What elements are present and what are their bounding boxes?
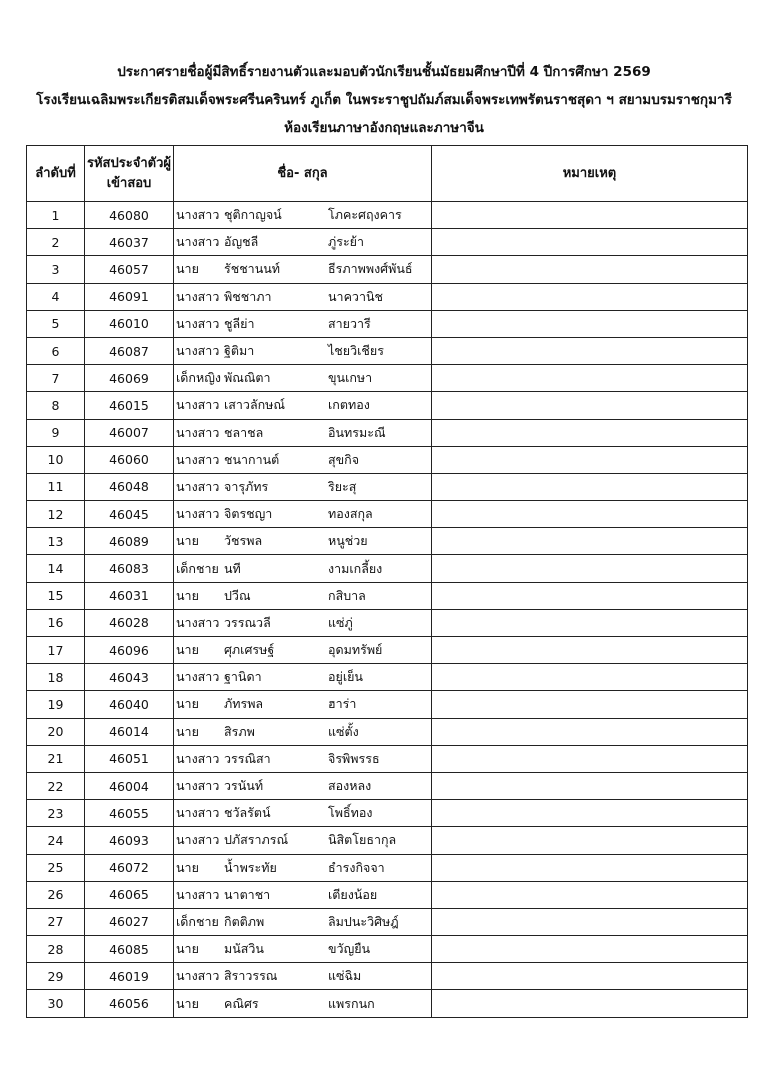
- table-row: [27, 446, 748, 473]
- row-number: 27: [27, 908, 85, 935]
- name-prefix: นาย: [176, 696, 199, 712]
- remark-cell: [432, 337, 748, 364]
- row-number: 29: [27, 963, 85, 990]
- name-prefix: นางสาว: [176, 315, 220, 331]
- student-name: [174, 419, 432, 446]
- student-name: [174, 310, 432, 337]
- first-name: จารุภัทร: [224, 478, 269, 494]
- exam-code: 46028: [85, 609, 174, 636]
- table-row: [27, 473, 748, 500]
- exam-code: 46043: [85, 664, 174, 691]
- name-prefix: นางสาว: [176, 288, 220, 304]
- student-name: [174, 229, 432, 256]
- last-name: นิสิตโยธากุล: [328, 832, 397, 848]
- name-prefix: นาย: [176, 261, 199, 277]
- first-name: วัชรพล: [224, 533, 263, 549]
- table-row: [27, 772, 748, 799]
- row-number: 17: [27, 637, 85, 664]
- exam-code: 46004: [85, 772, 174, 799]
- exam-code: 46048: [85, 473, 174, 500]
- row-number: 28: [27, 936, 85, 963]
- first-name: พัณณิตา: [224, 370, 271, 386]
- student-name: [174, 881, 432, 908]
- first-name: ชนากานต์: [224, 451, 280, 467]
- remark-cell: [432, 501, 748, 528]
- row-number: 8: [27, 392, 85, 419]
- table-row: [27, 283, 748, 310]
- last-name: แพรกนก: [328, 995, 375, 1011]
- row-number: 22: [27, 772, 85, 799]
- last-name: อยู่เย็น: [328, 669, 363, 685]
- row-number: 14: [27, 555, 85, 582]
- row-number: 24: [27, 827, 85, 854]
- remark-cell: [432, 827, 748, 854]
- first-name: อัญชลี: [224, 234, 259, 250]
- row-number: 13: [27, 528, 85, 555]
- last-name: ธำรงกิจจา: [328, 859, 385, 875]
- name-prefix: นาย: [176, 995, 199, 1011]
- first-name: ปภัสราภรณ์: [224, 832, 289, 848]
- first-name: สิรภพ: [224, 723, 255, 739]
- last-name: อินทรมะณี: [328, 424, 386, 440]
- last-name: สุขกิจ: [328, 451, 360, 467]
- name-prefix: นาย: [176, 642, 199, 658]
- student-name: [174, 990, 432, 1017]
- name-prefix: นางสาว: [176, 778, 220, 794]
- table-row: [27, 664, 748, 691]
- student-name: [174, 691, 432, 718]
- remark-cell: [432, 772, 748, 799]
- row-number: 3: [27, 256, 85, 283]
- school-name: โรงเรียนเฉลิมพระเกียรติสมเด็จพระศรีนครินทร์ ภูเก็ต ในพระราชูปถัมภ์สมเด็จพระเทพรัตนราชสุดา ฯ สยามบรมราชกุมารี: [36, 92, 732, 108]
- student-name: [174, 963, 432, 990]
- exam-code: 46051: [85, 745, 174, 772]
- table-row: [27, 609, 748, 636]
- table-row: [27, 555, 748, 582]
- remark-cell: [432, 963, 748, 990]
- name-prefix: นางสาว: [176, 886, 220, 902]
- table-row: [27, 202, 748, 229]
- table-row: [27, 501, 748, 528]
- name-prefix: นางสาว: [176, 451, 220, 467]
- name-prefix: นางสาว: [176, 207, 220, 223]
- student-name: [174, 283, 432, 310]
- column-header-name: ชื่อ- สกุล: [174, 146, 432, 202]
- exam-code: 46087: [85, 337, 174, 364]
- first-name: ชุติกาญจน์: [224, 207, 282, 223]
- exam-code: 46085: [85, 936, 174, 963]
- student-name: [174, 446, 432, 473]
- name-prefix: นางสาว: [176, 968, 220, 984]
- last-name: เกตทอง: [328, 397, 370, 413]
- name-prefix: นาย: [176, 859, 199, 875]
- exam-code: 46055: [85, 800, 174, 827]
- last-name: ลิมปนะวิศิษฎ์: [328, 913, 399, 929]
- name-prefix: นาย: [176, 587, 199, 603]
- remark-cell: [432, 691, 748, 718]
- remark-cell: [432, 528, 748, 555]
- table-row: [27, 229, 748, 256]
- name-prefix: นางสาว: [176, 343, 220, 359]
- table-row: [27, 582, 748, 609]
- first-name: ชลาชล: [224, 424, 264, 440]
- first-name: ชวัลรัตน์: [224, 805, 271, 821]
- table-header-row: [27, 146, 748, 202]
- name-prefix: นางสาว: [176, 478, 220, 494]
- exam-code: 46056: [85, 990, 174, 1017]
- exam-code: 46007: [85, 419, 174, 446]
- row-number: 9: [27, 419, 85, 446]
- exam-code: 46080: [85, 202, 174, 229]
- first-name: ชูลีย่า: [224, 315, 255, 331]
- last-name: จิรพิพรรธ: [328, 750, 380, 766]
- student-name: [174, 936, 432, 963]
- student-name: [174, 609, 432, 636]
- remark-cell: [432, 990, 748, 1017]
- row-number: 23: [27, 800, 85, 827]
- remark-cell: [432, 473, 748, 500]
- column-header-code: [85, 146, 174, 202]
- last-name: เตียงน้อย: [328, 886, 378, 902]
- last-name: กสิบาล: [328, 587, 366, 603]
- student-name: [174, 392, 432, 419]
- name-prefix: นาย: [176, 723, 199, 739]
- last-name: หนูช่วย: [328, 533, 368, 549]
- student-name: [174, 827, 432, 854]
- remark-cell: [432, 582, 748, 609]
- remark-cell: [432, 908, 748, 935]
- row-number: 30: [27, 990, 85, 1017]
- student-name: [174, 528, 432, 555]
- exam-code: 46037: [85, 229, 174, 256]
- column-header-remark: หมายเหตุ: [432, 146, 748, 202]
- student-name: [174, 664, 432, 691]
- student-name: [174, 202, 432, 229]
- first-name: นที: [224, 560, 241, 576]
- student-name: [174, 365, 432, 392]
- first-name: ศุภเศรษฐ์: [224, 642, 275, 658]
- student-roster-table: [26, 145, 748, 1018]
- first-name: เสาวลักษณ์: [224, 397, 286, 413]
- student-name: [174, 473, 432, 500]
- column-header-no: ลำดับที่: [27, 146, 85, 202]
- row-number: 7: [27, 365, 85, 392]
- exam-code: 46083: [85, 555, 174, 582]
- table-row: [27, 337, 748, 364]
- last-name: ขวัญยืน: [328, 941, 371, 957]
- first-name: วรรณิสา: [224, 750, 271, 766]
- row-number: 2: [27, 229, 85, 256]
- first-name: น้ำพระทัย: [224, 859, 277, 875]
- name-prefix: เด็กหญิง: [176, 370, 221, 386]
- first-name: วรนันท์: [224, 778, 264, 794]
- remark-cell: [432, 229, 748, 256]
- first-name: ปวีณ: [224, 587, 251, 603]
- name-prefix: นางสาว: [176, 614, 220, 630]
- last-name: แซ่ภู่: [328, 614, 353, 630]
- exam-code: 46060: [85, 446, 174, 473]
- row-number: 26: [27, 881, 85, 908]
- row-number: 1: [27, 202, 85, 229]
- remark-cell: [432, 664, 748, 691]
- exam-code: 46019: [85, 963, 174, 990]
- name-prefix: นางสาว: [176, 832, 220, 848]
- row-number: 21: [27, 745, 85, 772]
- row-number: 11: [27, 473, 85, 500]
- exam-code: 46031: [85, 582, 174, 609]
- table-row: [27, 963, 748, 990]
- exam-code: 46040: [85, 691, 174, 718]
- row-number: 12: [27, 501, 85, 528]
- table-row: [27, 908, 748, 935]
- student-name: [174, 337, 432, 364]
- remark-cell: [432, 800, 748, 827]
- row-number: 6: [27, 337, 85, 364]
- first-name: สิราวรรณ: [224, 968, 278, 984]
- last-name: ริยะสุ: [328, 478, 357, 494]
- remark-cell: [432, 256, 748, 283]
- table-row: [27, 745, 748, 772]
- table-row: [27, 392, 748, 419]
- student-name: [174, 800, 432, 827]
- table-row: [27, 881, 748, 908]
- table-row: [27, 718, 748, 745]
- program-name: ห้องเรียนภาษาอังกฤษและภาษาจีน: [284, 120, 484, 136]
- row-number: 15: [27, 582, 85, 609]
- exam-code: 46057: [85, 256, 174, 283]
- first-name: ฐานิดา: [224, 669, 262, 685]
- name-prefix: นางสาว: [176, 397, 220, 413]
- first-name: พิชชาภา: [224, 288, 272, 304]
- student-name: [174, 555, 432, 582]
- last-name: โพธิ์ทอง: [328, 805, 373, 821]
- remark-cell: [432, 365, 748, 392]
- column-header-code-line1: รหัสประจำตัวผู้: [87, 155, 171, 171]
- first-name: กิตติภพ: [224, 913, 265, 929]
- first-name: ฐิติมา: [224, 343, 255, 359]
- student-name: [174, 637, 432, 664]
- name-prefix: นาย: [176, 533, 199, 549]
- last-name: ทองสกุล: [328, 506, 373, 522]
- last-name: ไชยวิเชียร: [328, 343, 384, 359]
- student-name: [174, 582, 432, 609]
- name-prefix: นางสาว: [176, 669, 220, 685]
- first-name: รัชชานนท์: [224, 261, 281, 277]
- name-prefix: นาย: [176, 941, 199, 957]
- row-number: 5: [27, 310, 85, 337]
- student-name: [174, 772, 432, 799]
- remark-cell: [432, 854, 748, 881]
- announcement-title: ประกาศรายชื่อผู้มีสิทธิ์รายงานตัวและมอบตัวนักเรียนชั้นมัธยมศึกษาปีที่ 4 ปีการศึกษา 2569: [117, 64, 651, 80]
- row-number: 19: [27, 691, 85, 718]
- row-number: 20: [27, 718, 85, 745]
- remark-cell: [432, 202, 748, 229]
- table-row: [27, 310, 748, 337]
- table-row: [27, 419, 748, 446]
- student-name: [174, 501, 432, 528]
- first-name: นาตาชา: [224, 886, 271, 902]
- name-prefix: นางสาว: [176, 805, 220, 821]
- exam-code: 46093: [85, 827, 174, 854]
- last-name: ฮาร่า: [328, 696, 357, 712]
- table-row: [27, 256, 748, 283]
- table-row: [27, 854, 748, 881]
- table-row: [27, 365, 748, 392]
- row-number: 10: [27, 446, 85, 473]
- exam-code: 46065: [85, 881, 174, 908]
- exam-code: 46096: [85, 637, 174, 664]
- last-name: ภู่ระย้า: [328, 234, 365, 250]
- exam-code: 46045: [85, 501, 174, 528]
- row-number: 4: [27, 283, 85, 310]
- student-name: [174, 718, 432, 745]
- row-number: 18: [27, 664, 85, 691]
- remark-cell: [432, 283, 748, 310]
- first-name: จิตรชญา: [224, 506, 273, 522]
- name-prefix: เด็กชาย: [176, 560, 219, 576]
- exam-code: 46014: [85, 718, 174, 745]
- remark-cell: [432, 310, 748, 337]
- document-header: [0, 58, 768, 142]
- remark-cell: [432, 446, 748, 473]
- first-name: วรรณวลี: [224, 614, 271, 630]
- exam-code: 46072: [85, 854, 174, 881]
- exam-code: 46010: [85, 310, 174, 337]
- last-name: สายวารี: [328, 315, 371, 331]
- first-name: ภัทรพล: [224, 696, 264, 712]
- row-number: 16: [27, 609, 85, 636]
- name-prefix: นางสาว: [176, 506, 220, 522]
- last-name: ขุนเกษา: [328, 370, 373, 386]
- name-prefix: นางสาว: [176, 750, 220, 766]
- last-name: สองหลง: [328, 778, 372, 794]
- table-row: [27, 691, 748, 718]
- last-name: งามเกลี้ยง: [328, 560, 383, 576]
- last-name: นาควานิช: [328, 288, 383, 304]
- last-name: แซ่ตั้ง: [328, 723, 359, 739]
- table-row: [27, 528, 748, 555]
- remark-cell: [432, 637, 748, 664]
- student-name: [174, 854, 432, 881]
- column-header-code-line2: เข้าสอบ: [106, 175, 152, 191]
- last-name: อุดมทรัพย์: [328, 642, 383, 658]
- first-name: คณิศร: [224, 995, 259, 1011]
- exam-code: 46089: [85, 528, 174, 555]
- name-prefix: เด็กชาย: [176, 913, 219, 929]
- last-name: ธีรภาพพงศ์พันธ์: [328, 261, 413, 277]
- exam-code: 46015: [85, 392, 174, 419]
- exam-code: 46091: [85, 283, 174, 310]
- table-row: [27, 827, 748, 854]
- remark-cell: [432, 555, 748, 582]
- name-prefix: นางสาว: [176, 424, 220, 440]
- name-prefix: นางสาว: [176, 234, 220, 250]
- student-name: [174, 745, 432, 772]
- remark-cell: [432, 419, 748, 446]
- remark-cell: [432, 392, 748, 419]
- table-row: [27, 637, 748, 664]
- exam-code: 46027: [85, 908, 174, 935]
- exam-code: 46069: [85, 365, 174, 392]
- first-name: มนัสวิน: [224, 941, 264, 957]
- remark-cell: [432, 609, 748, 636]
- remark-cell: [432, 718, 748, 745]
- row-number: 25: [27, 854, 85, 881]
- remark-cell: [432, 881, 748, 908]
- table-row: [27, 800, 748, 827]
- student-name: [174, 908, 432, 935]
- student-name: [174, 256, 432, 283]
- last-name: แซ่ฉิม: [328, 968, 362, 984]
- remark-cell: [432, 745, 748, 772]
- remark-cell: [432, 936, 748, 963]
- table-row: [27, 990, 748, 1017]
- table-row: [27, 936, 748, 963]
- table-body: [27, 202, 748, 1018]
- last-name: โภคะศฤงคาร: [328, 207, 402, 223]
